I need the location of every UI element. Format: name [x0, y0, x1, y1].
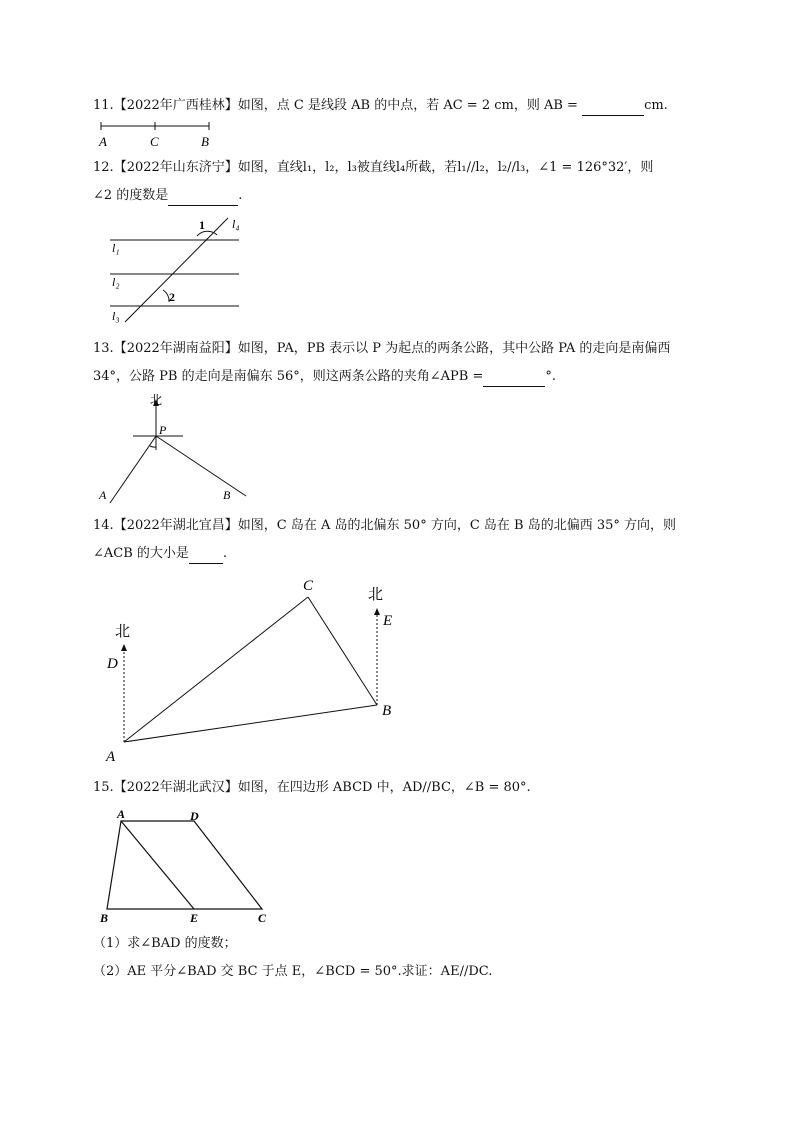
sub-question-1: （1）求∠BAD 的度数； — [93, 936, 237, 951]
source-tag: 【2022年山东济宁】 — [113, 160, 238, 175]
source-tag: 【2022年湖南益阳】 — [113, 341, 238, 356]
sub-question-2: （2）AE 平分∠BAD 交 BC 于点 E，∠BCD = 50°.求证：AE//DC. — [93, 964, 493, 979]
question-number: 12. — [93, 160, 114, 175]
question-number: 15. — [93, 780, 114, 795]
l4-label: l₄ — [232, 217, 240, 231]
point-b-label: B — [201, 134, 209, 149]
question-15-line1 — [93, 778, 531, 798]
point-b-label: B — [382, 703, 392, 719]
point-b-label: B — [100, 911, 109, 925]
q12-figure — [105, 212, 255, 328]
north-label: 北 — [150, 393, 163, 407]
point-c-label: C — [303, 578, 314, 594]
segment-ac — [124, 597, 308, 742]
question-number: 13. — [93, 341, 114, 356]
point-a-label: A — [117, 807, 126, 821]
point-p-label: P — [159, 423, 167, 437]
north-arrow-b-icon — [374, 608, 380, 615]
north-label-b: 北 — [368, 587, 384, 603]
quadrilateral-abcd — [107, 821, 262, 909]
north-arrow-a-icon — [121, 644, 127, 651]
q15-figure — [95, 805, 280, 927]
point-a-label: A — [99, 488, 107, 502]
point-b-label: B — [223, 488, 231, 502]
question-12 — [93, 158, 653, 206]
segment-ae — [121, 821, 194, 909]
q14-figure — [100, 572, 410, 767]
question-15 — [93, 778, 531, 798]
segment-ab — [124, 705, 377, 742]
question-13 — [93, 339, 670, 387]
point-d-label: D — [190, 809, 199, 823]
question-body: 如图，PA，PB 表示以 P 为起点的两条公路，其中公路 PA 的走向是南偏西 — [237, 341, 671, 356]
point-a-label: A — [106, 749, 116, 765]
question-14 — [93, 516, 676, 564]
north-label-a: 北 — [115, 624, 131, 640]
angle-2-label: 2 — [169, 290, 175, 304]
point-a-label: A — [99, 134, 107, 149]
question-15-subparts — [93, 934, 492, 982]
l1-label: l₁ — [112, 241, 120, 255]
answer-blank[interactable] — [168, 191, 238, 206]
question-body: 如图，C 岛在 A 岛的北偏东 50° 方向，C 岛在 B 岛的北偏西 35° 方向，则 — [237, 518, 677, 533]
l3-label: l₃ — [112, 309, 120, 323]
question-body: 如图，直线l₁，l₂，l₃被直线l₄所截，若l₁//l₂，l₂//l₃，∠1 = 126°32′，则 — [237, 160, 654, 175]
segment-cb — [308, 597, 377, 705]
q13-figure — [95, 390, 255, 505]
question-number: 14. — [93, 518, 114, 533]
question-body: 如图，点 C 是线段 AB 的中点，若 AC = 2 cm，则 AB = — [237, 98, 578, 113]
unit-label: cm. — [644, 98, 668, 113]
question-13-line2: 34°，公路 PB 的走向是南偏东 56°，则这两条公路的夹角∠APB = °. — [93, 367, 670, 387]
question-number: 11. — [93, 98, 114, 113]
question-14-line2: ∠ACB 的大小是 . — [93, 544, 676, 564]
question-12-line1 — [93, 158, 653, 178]
question-14-line1 — [93, 516, 676, 536]
road-pa — [110, 436, 156, 503]
question-12-line2: ∠2 的度数是 . — [93, 186, 653, 206]
point-d-label: D — [107, 656, 118, 672]
source-tag: 【2022年湖北武汉】 — [113, 780, 238, 795]
question-11 — [93, 96, 668, 116]
source-tag: 【2022年广西桂林】 — [113, 98, 238, 113]
angle-1-label: 1 — [199, 218, 205, 232]
point-c-label: C — [150, 134, 159, 149]
answer-blank[interactable] — [189, 549, 223, 564]
question-body: 如图，在四边形 ABCD 中，AD//BC，∠B = 80°. — [237, 780, 531, 795]
q11-figure — [93, 118, 223, 150]
road-pb — [156, 436, 246, 496]
answer-blank[interactable] — [483, 372, 545, 387]
question-11-text — [93, 96, 668, 116]
point-c-label: C — [258, 911, 267, 925]
source-tag: 【2022年湖北宜昌】 — [113, 518, 238, 533]
point-e-label: E — [383, 613, 393, 629]
answer-blank[interactable] — [582, 101, 644, 116]
l2-label: l₂ — [112, 275, 120, 289]
question-13-line1 — [93, 339, 670, 359]
point-e-label: E — [190, 911, 199, 925]
